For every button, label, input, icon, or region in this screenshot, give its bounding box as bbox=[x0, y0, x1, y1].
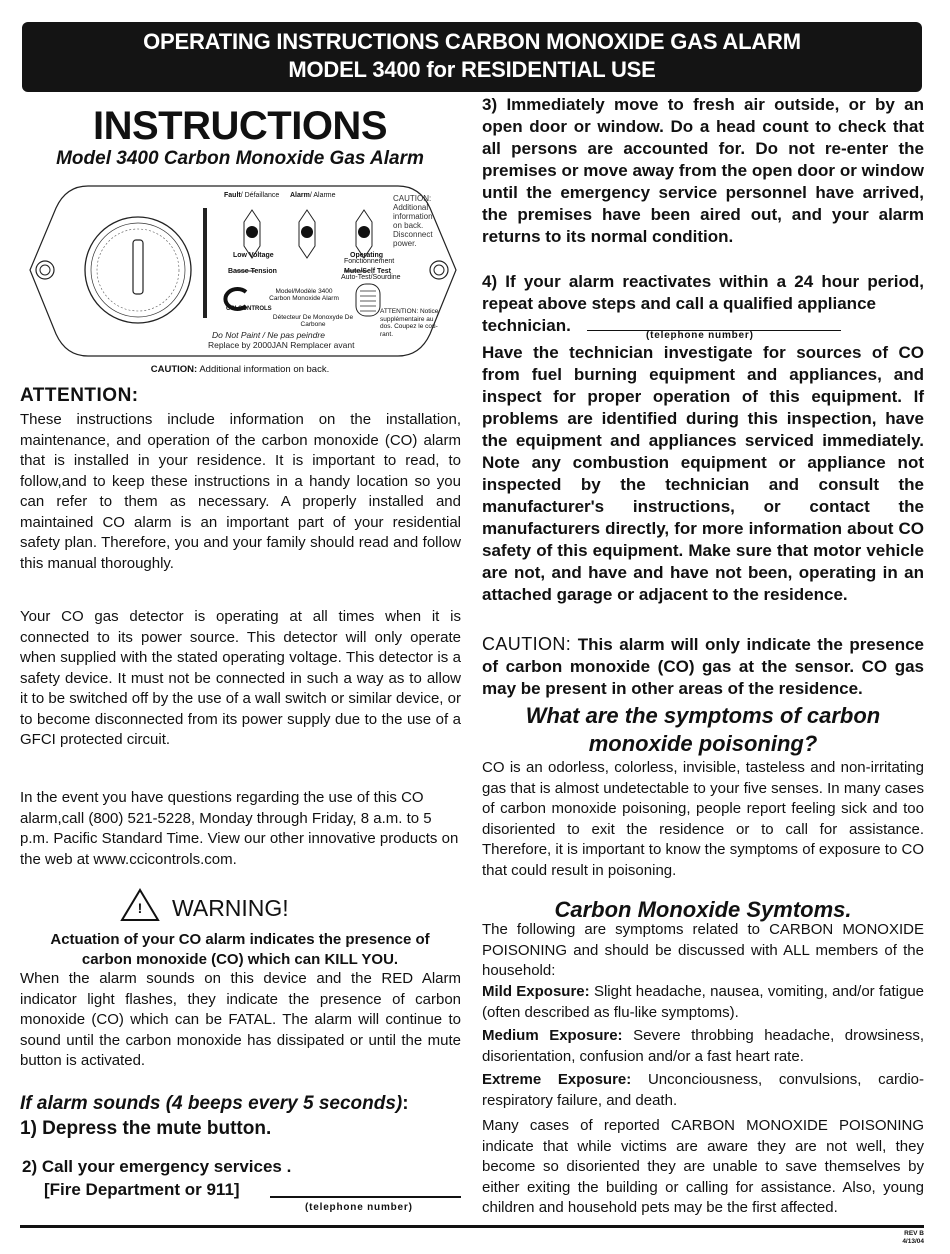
mild-exposure: Mild Exposure: Slight headache, nausea, vomiting, and/or fatigue (often described as flu-like symptoms). bbox=[482, 983, 925, 1021]
medium-exposure: Medium Exposure: Severe throbbing headache, drowsiness, disorientation, confusion and/or a fast heart rate. bbox=[482, 1027, 924, 1065]
warning-icon: ! bbox=[120, 888, 160, 927]
basse-tension-label: Basse Tension bbox=[228, 268, 277, 275]
page-subtitle: Model 3400 Carbon Monoxide Gas Alarm bbox=[56, 148, 424, 169]
symptoms-heading: Carbon Monoxide Symtoms. bbox=[554, 897, 852, 922]
step-2-line-1: 2) Call your emergency services . bbox=[22, 1157, 292, 1176]
final-paragraph: Many cases of reported CARBON MONOXIDE POISONING indicate that while victims are aware they are not well, they become so disoriented they are unable to save themselves by either exiting the building or calling for assistance. Also, young children and household pets may be the first affected. bbox=[482, 1117, 924, 1216]
model-label: Model/Modèle 3400 Carbon Monoxide Alarm bbox=[269, 288, 339, 302]
attention-para-2: Your CO gas detector is operating at all times when it is connected to its power source. This detector will only operate when supplied with the stated operating voltage. This detector is a safety device. It must not be connected in such a way as to allow it to be switched off by the use of a wall switch or similar device, or to become disconnected from its power supply due to the use of a GFCI protected circuit. bbox=[20, 608, 461, 748]
header-line-2: MODEL 3400 for RESIDENTIAL USE bbox=[288, 57, 656, 82]
brand-label: CCI CONTROLS bbox=[226, 306, 272, 312]
auto-test-label: Auto-Test/Sourdine bbox=[341, 274, 401, 281]
revision-label: REV B 4/13/04 bbox=[902, 1230, 924, 1245]
header-line-1: OPERATING INSTRUCTIONS CARBON MONOXIDE GAS ALARM bbox=[143, 29, 801, 54]
footer-rule bbox=[20, 1225, 924, 1228]
technician-paragraph: Have the technician investigate for sources of CO from fuel burning equipment and appliances, and inspect for proper operation of this equipment. If problems are identified during this inspection, have the equipment and appliances serviced immediately. Note any combustion equipment or appliance not inspected by the technician and consult the manufacturer's instructions, or contact the manufacturers directly, for more information about CO safety of this equipment. Make sure that motor vehicle are not, and have and have not been, operating in an attached garage or adjacent to the residence. bbox=[482, 343, 924, 604]
fault-label: Fault/ Défaillance bbox=[224, 192, 280, 199]
emergency-phone-label: (telephone number) bbox=[305, 1202, 413, 1213]
warning-bold-text: Actuation of your CO alarm indicates the presence of carbon monoxide (CO) which can KILL YOU. bbox=[50, 931, 430, 968]
low-voltage-label: Low Voltage bbox=[233, 252, 274, 259]
step-3: 3) Immediately move to fresh air outside, or by an open door or window. Do a head count to check that all persons are accounted for. Do not re-enter the premises or move away from the open door or window until the emergency service personnel have arrived, the premises have been aired out, and your alarm returns to its normal condition. bbox=[482, 95, 924, 246]
symptoms-intro: The following are symptoms related to CARBON MONOXIDE POISONING and should be discussed with ALL members of the household: bbox=[482, 921, 924, 979]
header-banner bbox=[22, 22, 922, 92]
caution-paragraph: CAUTION: This alarm will only indicate the presence of carbon monoxide (CO) gas at the sensor. CO gas may be present in other areas of the residence. bbox=[482, 634, 924, 698]
page-title: INSTRUCTIONS bbox=[93, 104, 387, 148]
attention-heading: ATTENTION: bbox=[20, 385, 139, 406]
mute-test-label: Mute/Self Test bbox=[344, 268, 391, 275]
device-caution-text: CAUTION: Additional information on back. Disconnect power. bbox=[393, 194, 433, 248]
symptoms-question: What are the symptoms of carbon monoxide poisoning? bbox=[525, 703, 881, 756]
device-caption: CAUTION: Additional information on back. bbox=[150, 364, 330, 375]
attention-para-1: These instructions include information on the installation, maintenance, and operation of the carbon monoxide (CO) alarm that is installed in your residence. It is important to read, to follow,and to keep these instructions in a handy location so you can refer to them as necessary. A properly installed and maintained CO alarm is an important part of your residential safety plan. Therefore, you and your family should read and follow this manual thoroughly. bbox=[20, 411, 461, 572]
fonctionnement-label: Fonctionnement bbox=[344, 258, 395, 265]
symptoms-paragraph: CO is an odorless, colorless, invisible, tasteless and non-irritating gas that is almost undetectable to your five senses. In many cases of carbon monoxide poisoning, people report feeling sick and too disoriented to exit the residence or to call for assistance. Therefore, it is important to know the symptoms of exposure to CO that could result in poisoning. bbox=[482, 759, 924, 879]
step-4: 4) If your alarm reactivates within a 24 hour period, repeat above steps and call a qualified appliance technician. bbox=[482, 272, 924, 335]
alarm-device-illustration bbox=[28, 178, 458, 364]
do-not-paint-label: Do Not Paint / Ne pas peindre bbox=[212, 330, 325, 340]
operating-label: Operating bbox=[350, 252, 384, 259]
replace-by-label: Replace by 2000JAN Remplacer avant bbox=[208, 340, 355, 350]
alarm-steps-heading: If alarm sounds (4 beeps every 5 seconds): bbox=[20, 1093, 409, 1114]
step-2-line-2: [Fire Department or 911] bbox=[44, 1180, 240, 1199]
warning-heading: WARNING! bbox=[172, 895, 289, 921]
emergency-phone-blank bbox=[270, 1196, 461, 1198]
detecteur-label: Détecteur De Monoxyde De Carbone bbox=[272, 314, 354, 328]
attention-para-3: In the event you have questions regarding the use of this CO alarm,call (800) 521-5228, Monday through Friday, 8 a.m. to 5 p.m. Pacific Standard Time. View our other innovative products on the web at www.ccicontrols.com. bbox=[20, 789, 459, 868]
attention-notice: ATTENTION: Notice supplémentaire au dos. Coupez le cou- rant. bbox=[380, 308, 439, 338]
alarm-label: Alarm/ Alarme bbox=[290, 192, 336, 199]
warning-text: When the alarm sounds on this device and the RED Alarm indicator light flashes, they indicate the presence of carbon monoxide (CO) which can be FATAL. The alarm will continue to sound until the carbon monoxide has dissipated or until the mute button is activated. bbox=[20, 970, 461, 1069]
step-1: 1) Depress the mute button. bbox=[20, 1118, 272, 1139]
technician-phone-label: (telephone number) bbox=[646, 330, 754, 341]
extreme-exposure: Extreme Exposure: Unconciousness, convulsions, cardio-respiratory failure, and death. bbox=[482, 1071, 924, 1109]
